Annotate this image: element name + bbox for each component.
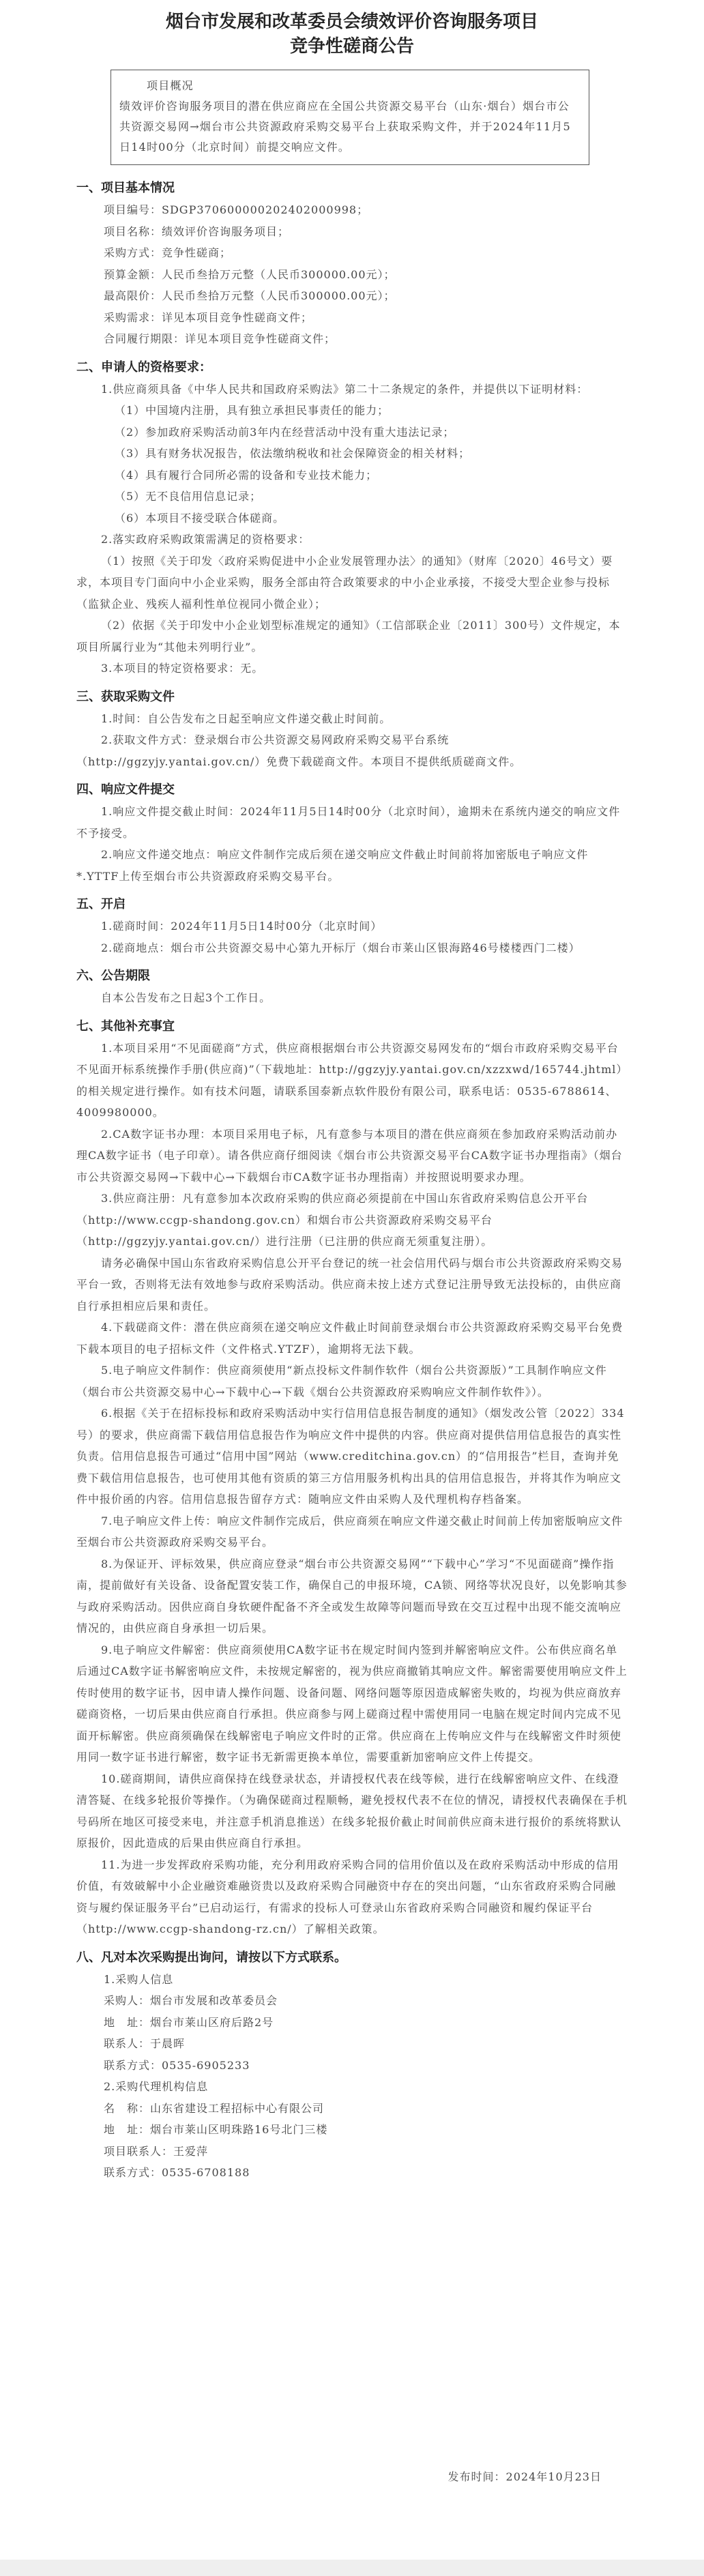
other-matter-paragraph: 4.下载磋商文件：潜在供应商须在递交响应文件截止时间前登录烟台市公共资源政府采购交易平台免费下载本项目的电子招标文件（文件格式.YTZF），逾期将无法下载。	[76, 1321, 624, 1356]
contact-line: 地 址：烟台市莱山区府后路2号	[104, 2015, 274, 2029]
contact-line: 地 址：烟台市莱山区明珠路16号北门三楼	[104, 2123, 328, 2136]
contact-line: 名 称：山东省建设工程招标中心有限公司	[104, 2101, 325, 2115]
list-item: 项目编号：SDGP370600000202402000998；	[104, 203, 369, 216]
submission-deadline: 1.响应文件提交截止时间：2024年11月5日14时00分（北京时间），逾期未在系统内递交的响应文件不予接受。	[76, 805, 621, 840]
opening-location: 2.磋商地点：烟台市公共资源交易中心第九开标厅（烟台市莱山区银海路46号楼楼西门二楼）	[101, 941, 581, 954]
contact-line: 联系方式：0535-6708188	[104, 2166, 250, 2179]
policy-paragraph: 3.本项目的特定资格要求：无。	[101, 662, 264, 675]
section-heading-qualifications: 二、申请人的资格要求：	[76, 360, 211, 375]
policy-paragraph: （1）按照《关于印发〈政府采购促进中小企业发展管理办法〉的通知》（财库〔2020〕46号文）要求，本项目专门面向中小企业采购，服务全部由符合政策要求的中小企业承接，不接受大型企业参与投标（监狱企业、残疾人福利性单位视同小微企业）；	[76, 554, 613, 611]
list-item: （1）中国境内注册，具有独立承担民事责任的能力；	[115, 404, 390, 417]
policy-paragraph: （2）依据《关于印发中小企业划型标准规定的通知》（工信部联企业〔2011〕300号）文件规定，本项目所属行业为“其他未列明行业”。	[76, 619, 621, 654]
overview-heading: 项目概况	[147, 79, 194, 92]
project-overview-box	[111, 70, 589, 165]
section-heading-submission: 四、响应文件提交	[76, 782, 175, 797]
section-heading-contacts: 八、凡对本次采购提出询问，请按以下方式联系。	[76, 1950, 347, 1965]
list-item: 项目名称：绩效评价咨询服务项目；	[104, 224, 290, 238]
list-item: 合同履行期限：详见本项目竞争性磋商文件；	[104, 332, 336, 345]
opening-time: 1.磋商时间：2024年11月5日14时00分（北京时间）	[101, 920, 383, 933]
other-matter-paragraph: 5.电子响应文件制作：供应商须使用“新点投标文件制作软件（烟台公共资源版）”工具制作响应文件（烟台市公共资源交易中心→下载中心→下载《烟台公共资源政府采购响应文件制作软件》）。	[76, 1364, 607, 1399]
contact-line: 采购人：烟台市发展和改革委员会	[104, 1994, 278, 2007]
section-heading-other-matters: 七、其他补充事宜	[76, 1019, 175, 1034]
contact-line: 联系方式：0535-6905233	[104, 2058, 250, 2072]
other-matter-paragraph: 9.电子响应文件解密：供应商须使用CA数字证书在规定时间内签到并解密响应文件。公布供应商名单后通过CA数字证书解密响应文件，未按规定解密的，视为供应商撤销其响应文件。解密需要使用响应文件上传时使用的数字证书，因申请人操作问题、设备问题、网络问题等原因造成解密失败的，均视为供应商放弃磋商资格，一切后果由供应商自行承担。供应商参与网上磋商过程中需使用同一电脑在规定时间内完成不见面开标解密。供应商须确保在线解密电子响应文件时的正常。供应商在上传响应文件与在线解密文件时须使用同一数字证书进行解密，数字证书无新需更换本单位，需要重新加密响应文件上传提交。	[76, 1643, 628, 1763]
page-title: 烟台市发展和改革委员会绩效评价咨询服务项目	[165, 12, 538, 32]
other-matter-paragraph: 11.为进一步发挥政府采购功能，充分利用政府采购合同的信用价值以及在政府采购活动中形成的信用价值，有效破解中小企业融资难融资贵以及政府采购合同融资中存在的突出问题，“山东省政府采购合同融资与履约保证服务平台”已启动运行，有需求的投标人可登录山东省政府采购合同融资和履约保证平台（http://www.ccgp-shandong-rz.cn/）了解相关政策。	[76, 1858, 619, 1935]
obtain-method: 2.获取文件方式：登录烟台市公共资源交易网政府采购交易平台系统（http://ggzyjy.yantai.gov.cn/）免费下载磋商文件。本项目不提供纸质磋商文件。	[76, 733, 522, 768]
contact-group-title: 2.采购代理机构信息	[104, 2080, 209, 2093]
publish-date: 发布时间：2024年10月23日	[448, 2470, 602, 2483]
contact-line: 项目联系人：王爱萍	[104, 2144, 209, 2158]
policy-paragraph: 2.落实政府采购政策需满足的资格要求：	[101, 533, 310, 546]
list-item: （5）无不良信用信息记录；	[115, 490, 262, 503]
section-heading-basic-info: 一、项目基本情况	[76, 181, 175, 195]
other-matter-paragraph: 7.电子响应文件上传：响应文件制作完成后，供应商须在响应文件递交截止时间前上传加密版响应文件至烟台市公共资源政府采购交易平台。	[76, 1514, 624, 1549]
other-matter-paragraph: 3.供应商注册：凡有意参加本次政府采购的供应商必须提前在中国山东省政府采购信息公开平台（http://www.ccgp-shandong.gov.cn）和烟台市公共资源政府采购交易平台（http://ggzyjy.yantai.gov.cn/）进行注册（已注册的供应商无须重复注册）。	[76, 1192, 589, 1248]
section-heading-opening: 五、开启	[76, 897, 126, 911]
basic-info-list	[76, 199, 628, 350]
contact-line: 联系人：于晨晖	[104, 2037, 186, 2050]
other-matter-paragraph: 1.本项目采用“不见面磋商”方式，供应商根据烟台市公共资源交易网发布的“烟台市政府采购交易平台不见面开标系统操作手册(供应商)”（下载地址：http://ggzyjy.yantai.gov.cn/xzzxwd/165744.jhtml）的相关规定进行操作。如有技术问题，请联系国泰新点软件股份有限公司，联系电话：0535-6788614、4009980000。	[76, 1041, 623, 1119]
notice-period-text: 自本公告发布之日起3个工作日。	[101, 991, 272, 1004]
submission-location: 2.响应文件递交地点：响应文件制作完成后须在递交响应文件截止时间前将加密版电子响应文件*.YTTF上传至烟台市公共资源政府采购交易平台。	[76, 848, 589, 883]
bottom-bar	[0, 2560, 704, 2576]
list-item: （3）具有财务状况报告，依法缴纳税收和社会保障资金的相关材料；	[115, 447, 471, 460]
other-matter-paragraph: 10.磋商期间，请供应商保持在线登录状态，并请授权代表在线等候，进行在线解密响应文件、在线澄清答疑、在线多轮报价等操作。（为确保磋商过程顺畅，避免授权代表不在位的情况，请授权代表确保在手机号码所在地区可接受来电，并注意手机消息推送）在线多轮报价截止时间前供应商未进行报价的系统将默认原报价，因此造成的后果由供应商自行承担。	[76, 1772, 628, 1849]
section-heading-notice-period: 六、公告期限	[76, 969, 150, 983]
list-item: 采购需求：详见本项目竞争性磋商文件；	[104, 310, 313, 324]
section-heading-obtain-documents: 三、获取采购文件	[76, 689, 175, 704]
overview-text: 绩效评价咨询服务项目的潜在供应商应在全国公共资源交易平台（山东·烟台）烟台市公共资源交易网→烟台市公共资源政府采购交易平台上获取采购文件，并于2024年11月5日14时00分（北京时间）前提交响应文件。	[119, 100, 571, 153]
other-matter-paragraph: 请务必确保中国山东省政府采购信息公开平台登记的统一社会信用代码与烟台市公共资源政府采购交易平台一致，否则将无法有效地参与政府采购活动。供应商未按上述方式登记注册导致无法投标的，由供应商自行承担相应后果和责任。	[76, 1256, 624, 1313]
list-item: 采购方式：竞争性磋商；	[104, 246, 232, 259]
list-item: 最高限价：人民币叁拾万元整（人民币300000.00元）；	[104, 289, 396, 302]
qualification-paragraph: 1.供应商须具备《中华人民共和国政府采购法》第二十二条规定的条件，并提供以下证明材料：	[101, 382, 589, 396]
list-item: （4）具有履行合同所必需的设备和专业技术能力；	[115, 468, 378, 482]
other-matter-paragraph: 2.CA数字证书办理：本项目采用电子标，凡有意参与本项目的潜在供应商须在参加政府采购活动前办理CA数字证书（电子印章）。请各供应商仔细阅读《烟台市公共资源交易平台CA数字证书办理指南》（烟台市公共资源交易网→下载中心→下载烟台市CA数字证书办理指南）并按照说明要求办理。	[76, 1127, 623, 1184]
contact-group-title: 1.采购人信息	[104, 1972, 174, 1986]
obtain-time: 1.时间：自公告发布之日起至响应文件递交截止时间前。	[101, 712, 392, 725]
other-matter-paragraph: 6.根据《关于在招标投标和政府采购活动中实行信用信息报告制度的通知》（烟发改公管〔2022〕334号）的要求，供应商需下载信用信息报告作为响应文件中提供的内容。供应商对提供信用信息报告的真实性负责。信用信息报告可通过“信用中国”网站（www.creditchina.gov.cn）的“信用报告”栏目，查询并免费下载信用信息报告，也可使用其他有资质的第三方信用服务机构出具的信用信息报告，并将其作为响应文件中报价函的内容。信用信息报告留存方式：随响应文件由采购人及代理机构存档备案。	[76, 1407, 625, 1506]
page-subtitle: 竞争性磋商公告	[289, 36, 414, 57]
list-item: （2）参加政府采购活动前3年内在经营活动中没有重大违法记录；	[115, 425, 455, 439]
list-item: （6）本项目不接受联合体磋商。	[115, 511, 285, 525]
list-item: 预算金额：人民币叁拾万元整（人民币300000.00元）；	[104, 267, 396, 281]
other-matter-paragraph: 8.为保证开、评标效果，供应商应登录“烟台市公共资源交易网”“下载中心”学习“不见面磋商”操作指南，提前做好有关设备、设备配置安装工作，确保自己的申报环境，CA锁、网络等状况良好，以免影响其参与政府采购活动。因供应商自身软硬件配备不齐全或发生故障等问题而导致在交互过程中出现不能交流响应情况的，由供应商自身承担一切后果。	[76, 1557, 628, 1635]
contact-list	[76, 1969, 628, 2184]
